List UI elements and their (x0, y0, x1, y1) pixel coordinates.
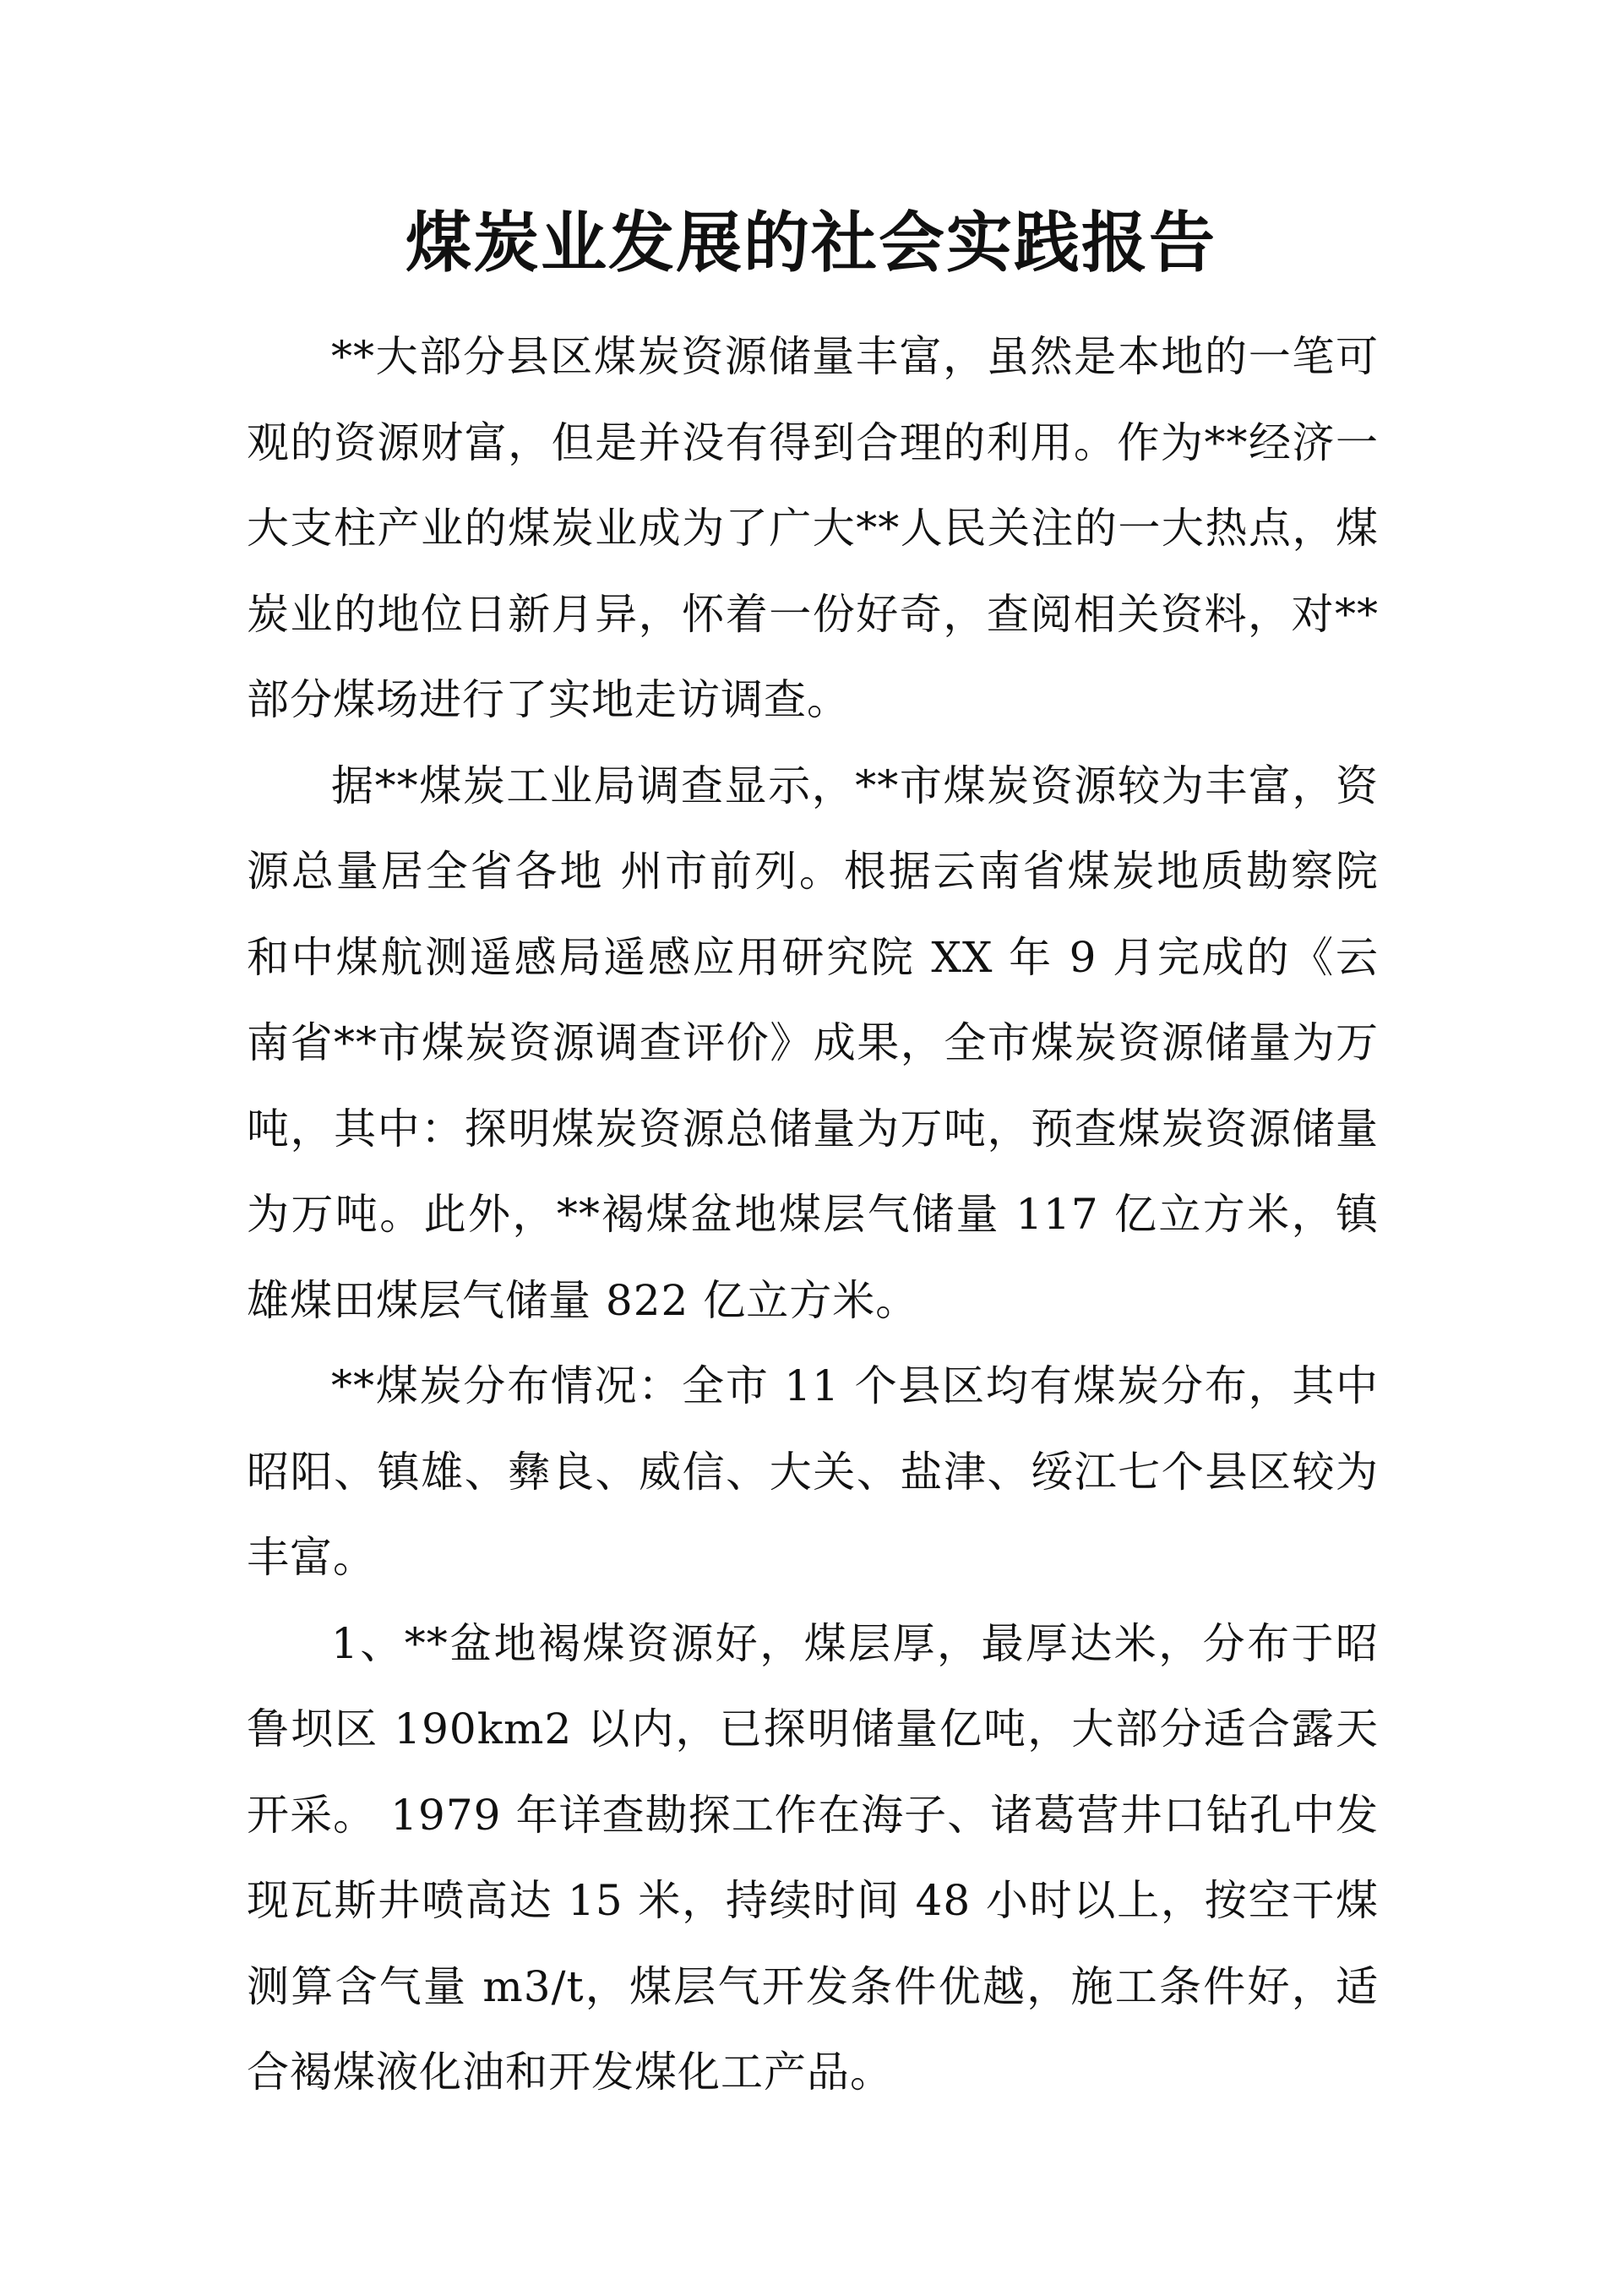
document-body (247, 314, 1379, 2116)
paragraph-lignite-basin: 1、**盆地褐煤资源好，煤层厚，最厚达米，分布于昭鲁坝区 190km2 以内，已探明储量亿吨，大部分适合露天开采。 1979 年详查勘探工作在海子、诸葛营井口钻孔中发现瓦斯井喷高达 15 米，持续时间 48 小时以上，按空干煤测算含气量 m3/t，煤层气开发条件优越，施工条件好，适合褐煤液化油和开发煤化工产品。 (247, 1618, 1379, 2097)
paragraph-intro: **大部分县区煤炭资源储量丰富，虽然是本地的一笔可观的资源财富，但是并没有得到合理的利用。作为**经济一大支柱产业的煤炭业成为了广大**人民关注的一大热点，煤炭业的地位日新月异，怀着一份好奇，查阅相关资料，对**部分煤场进行了实地走访调查。 (247, 332, 1379, 724)
paragraph-distribution: **煤炭分布情况：全市 11 个县区均有煤炭分布，其中昭阳、镇雄、彝良、威信、大关、盐津、绥江七个县区较为丰富。 (247, 1361, 1379, 1582)
document-title: 煤炭业发展的社会实践报告 (405, 205, 1216, 281)
paragraph-survey: 据**煤炭工业局调查显示，**市煤炭资源较为丰富，资源总量居全省各地 州市前列。根据云南省煤炭地质勘察院和中煤航测遥感局遥感应用研究院 XX 年 9 月完成的《云南省**市煤炭资源调查评价》成果，全市煤炭资源储量为万吨，其中：探明煤炭资源总储量为万吨，预查煤炭资源储量为万吨。此外，**褐煤盆地煤层气储量 117 亿立方米，镇雄煤田煤层气储量 822 亿立方米。 (247, 761, 1379, 1325)
